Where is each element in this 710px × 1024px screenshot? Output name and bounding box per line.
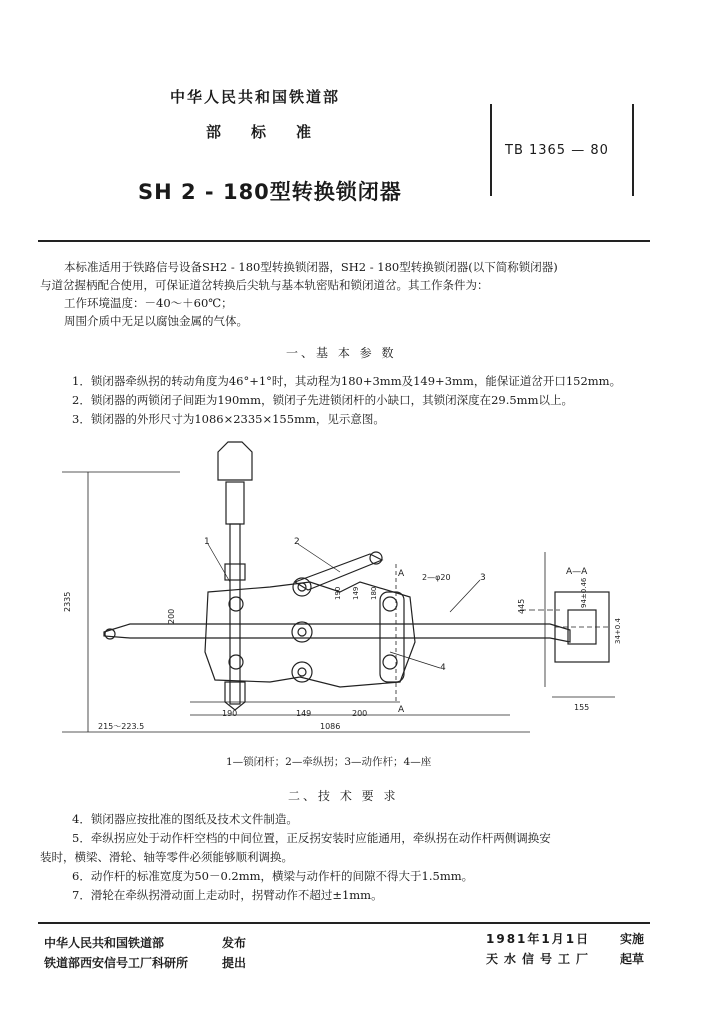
clevis-top	[218, 442, 252, 480]
standard-code: TB 1365 — 80	[505, 143, 609, 158]
dim-1086: 1086	[320, 722, 341, 731]
rod-upper	[226, 482, 244, 524]
label-4: 4	[440, 663, 446, 673]
dim-hole-spec: 2—φ20	[422, 573, 451, 582]
dim-2335: 2335	[63, 591, 72, 612]
section-mark-bottom: A	[398, 705, 405, 715]
dim-190-vertical: 190	[334, 586, 342, 600]
dim-94: 94±0.46	[580, 577, 588, 608]
label-2: 2	[294, 537, 300, 547]
req-item-5: 5．牵纵拐应处于动作杆空档的中间位置，正反拐安装时应能通用，牵纵拐在动作杆两侧调换安	[72, 831, 551, 845]
dim-180-vertical: 180	[370, 586, 378, 600]
propose-label: 提出	[222, 956, 247, 970]
lock-device-drawing	[40, 432, 660, 750]
dim-34: 34+0.4	[614, 618, 622, 644]
intro-line-4: 周围介质中无足以腐蚀金属的气体。	[64, 314, 248, 328]
dim-200-bottom: 200	[352, 709, 368, 718]
param-item-1: 1．锁闭器牵纵拐的转动角度为46°+1°时，其动程为180+3mm及149+3mm，能保证道岔开口152mm。	[72, 374, 622, 388]
param-item-3: 3．锁闭器的外形尺寸为1086×2335×155mm，见示意图。	[72, 412, 385, 426]
section2-title: 二、技 术 要 求	[288, 789, 399, 803]
effective-label: 实施	[620, 932, 645, 946]
req-item-6: 6．动作杆的标准宽度为50－0.2mm，横梁与动作杆的间隙不得大于1.5mm。	[72, 869, 474, 883]
dim-200-vertical: 200	[167, 608, 176, 624]
proposer: 铁道部西安信号工厂科研所	[44, 956, 189, 970]
action-rod	[104, 624, 570, 642]
dim-155: 155	[574, 703, 590, 712]
effective-date: 1981年1月1日	[486, 932, 591, 946]
dim-445: 445	[517, 598, 526, 614]
intro-line-3: 工作环境温度：－40～＋60℃；	[64, 296, 233, 310]
dim-149-vertical: 149	[352, 586, 360, 600]
header-rule	[38, 240, 650, 242]
req-item-4: 4．锁闭器应按批准的图纸及技术文件制造。	[72, 812, 298, 826]
label-1: 1	[204, 537, 210, 547]
lock-rod	[230, 524, 240, 704]
standard-level: 部标准	[206, 123, 342, 141]
drafter: 天水信号工厂	[486, 952, 595, 966]
footer-rule	[38, 922, 650, 924]
dim-149-bottom: 149	[296, 709, 312, 718]
issuer: 中华人民共和国铁道部	[44, 936, 165, 950]
param-item-2: 2．锁闭器的两锁闭子间距为190mm，锁闭子先进锁闭杆的小缺口，其锁闭深度在29.5mm以上。	[72, 393, 573, 407]
label-3: 3	[480, 573, 486, 583]
figure-caption: 1—锁闭杆；2—牵纵拐；3—动作杆；4—座	[226, 756, 432, 768]
draft-label: 起草	[620, 952, 645, 966]
base-body	[205, 582, 415, 687]
dim-215: 215～223.5	[98, 722, 145, 731]
document-title: SH 2 - 180型转换锁闭器	[138, 180, 402, 204]
issue-label: 发布	[222, 936, 247, 950]
section1-title: 一、基 本 参 数	[286, 346, 397, 360]
req-item-5-cont: 装时，横梁、滑轮、轴等零件必须能够顺利调换。	[40, 850, 293, 864]
section-mark-top: A	[398, 569, 405, 579]
ministry-name: 中华人民共和国铁道部	[170, 88, 341, 106]
intro-line-1: 本标准适用于铁路信号设备SH2 - 180型转换锁闭器，SH2 - 180型转换锁闭器(以下简称锁闭器)	[64, 260, 558, 274]
section-view-label: A—A	[566, 567, 588, 577]
req-item-7: 7．滑轮在牵纵拐滑动面上走动时，拐臂动作不超过±1mm。	[72, 888, 383, 902]
dim-190-bottom: 190	[222, 709, 238, 718]
intro-line-2: 与道岔握柄配合使用，可保证道岔转换后尖轨与基本轨密贴和锁闭道岔。其工作条件为：	[40, 278, 489, 292]
